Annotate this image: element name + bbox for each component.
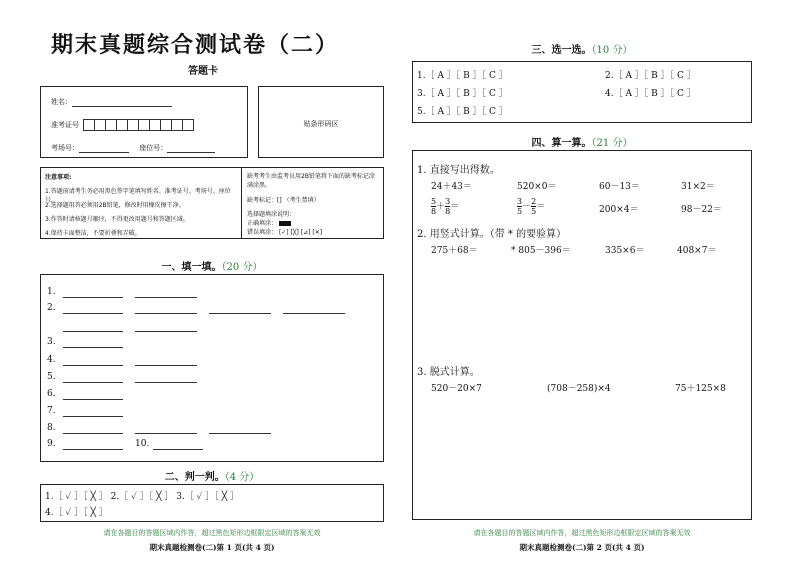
- seat-label: 座位号：: [139, 144, 168, 152]
- answer-blank[interactable]: [63, 365, 123, 366]
- section4-heading: 四、算一算。: [531, 138, 592, 149]
- calc-item: 24＋43＝: [431, 182, 472, 192]
- wrong-fill-label: 错误填涂：: [247, 229, 278, 236]
- q-number: 7.: [47, 406, 56, 416]
- q1-label: 1. 直接写出得数。: [417, 165, 500, 176]
- q-number: 6.: [47, 389, 56, 399]
- section1-points: （20 分）: [221, 262, 263, 273]
- calc-item: 520×0＝: [517, 182, 557, 192]
- fraction-numerator: 2: [531, 197, 537, 206]
- answer-blank[interactable]: [135, 365, 197, 366]
- q-number: 2.: [47, 303, 56, 313]
- footer-page-right: 期末真题检测卷(二)第 2 页(共 4 页): [519, 543, 645, 552]
- notes-heading: 注意事项:: [45, 174, 72, 181]
- answer-blank[interactable]: [209, 313, 271, 314]
- calc-item: 75＋125×8: [675, 384, 726, 394]
- ticket-label: 准考证号: [51, 121, 79, 129]
- notes-divider: [241, 168, 242, 238]
- section1-answer-box: [40, 274, 384, 462]
- footer-page-left: 期末真题检测卷(二)第 1 页(共 4 页): [149, 543, 275, 552]
- fraction-numerator: 3: [517, 197, 523, 206]
- calc-item: * 805－396＝: [511, 246, 571, 256]
- wrong-fill-marks: [✓] [╳] [⊿] [✕]: [278, 229, 323, 236]
- q-number: 1.: [47, 287, 56, 297]
- answer-blank[interactable]: [63, 449, 123, 450]
- choice-options[interactable]: 4.［ A ］［ B ］［ C ］: [605, 89, 696, 99]
- fraction-denominator: 8: [445, 207, 451, 216]
- answer-blank[interactable]: [135, 433, 197, 434]
- operator: ＋: [436, 202, 446, 212]
- q-number: 9.: [47, 439, 56, 449]
- q-number: 3.: [47, 337, 56, 347]
- calc-item: (708－258)×4: [547, 384, 611, 394]
- section3-answer-box: [412, 61, 752, 123]
- answer-blank[interactable]: [63, 382, 123, 383]
- calc-item: 408×7＝: [677, 246, 717, 256]
- note-item: 4.保持卡面整洁，不要折叠和弄破。: [45, 230, 141, 237]
- section3-points: （10 分）: [591, 45, 633, 56]
- room-field[interactable]: [79, 152, 129, 153]
- calc-item: 335×6＝: [605, 246, 645, 256]
- room-label: 考场号：: [51, 144, 79, 152]
- fraction-denominator: 8: [431, 207, 437, 216]
- q-number: 10.: [135, 439, 150, 449]
- section3-heading: 三、选一选。: [531, 45, 592, 56]
- equals: ＝: [536, 202, 546, 212]
- footer-warning-left: 请在各题目的答题区域内作答，超过黑色矩形边框限定区域的答案无效: [103, 529, 321, 537]
- fraction-numerator: 5: [431, 197, 437, 206]
- calc-item: 60－13＝: [599, 182, 640, 192]
- choice-options[interactable]: 5.［ A ］［ B ］［ C ］: [417, 107, 508, 117]
- answer-blank[interactable]: [135, 331, 197, 332]
- calc-item: 98－22＝: [681, 205, 722, 215]
- answer-blank[interactable]: [283, 313, 345, 314]
- choice-options[interactable]: 3.［ A ］［ B ］［ C ］: [417, 89, 508, 99]
- fill-example-heading: 选择题填涂说明：: [247, 211, 296, 218]
- name-field[interactable]: [72, 106, 172, 107]
- operator: －: [522, 202, 532, 212]
- absent-instruction: 缺考考生由监考员用2B铅笔将下面的缺考标记涂满涂黑。: [247, 173, 375, 189]
- judge-options-row2[interactable]: 4.［ ✓ ］［ ╳ ］: [45, 508, 108, 518]
- fraction-numerator: 3: [445, 197, 451, 206]
- fraction-calc-item: [431, 197, 459, 216]
- answer-blank[interactable]: [63, 399, 123, 400]
- note-item: 1.答题前请考生务必用黑色签字笔填写姓名、准考证号、考场号、座位号。: [45, 188, 231, 204]
- name-label: 姓名：: [51, 98, 72, 106]
- section4-points: （21 分）: [591, 138, 633, 149]
- answer-blank[interactable]: [135, 297, 197, 298]
- note-item: 2.选择题用答必须用2B铅笔，修改时用橡皮擦干净。: [45, 202, 185, 209]
- section4-answer-box: [412, 150, 752, 520]
- footer-warning-right: 请在各题目的答题区域内作答，超过黑色矩形边框限定区域的答案无效: [473, 529, 691, 537]
- barcode-area: [258, 86, 384, 158]
- answer-blank[interactable]: [63, 416, 123, 417]
- fraction-denominator: 5: [517, 207, 523, 216]
- fraction-calc-item: [517, 197, 545, 216]
- answer-blank[interactable]: [63, 433, 123, 434]
- answer-blank[interactable]: [209, 433, 271, 434]
- calc-item: 200×4＝: [599, 205, 639, 215]
- absent-mark-note[interactable]: ] （考生禁填）: [279, 197, 320, 204]
- judge-options-row1[interactable]: 1.［ ✓ ］［ ╳ ］ 2.［ ✓ ］［ ╳ ］ 3.［ ✓ ］［ ╳ ］: [45, 492, 239, 502]
- calc-item: 520－20×7: [431, 384, 482, 394]
- exam-title: 期末真题综合测试卷（二）: [50, 32, 339, 58]
- q2-label: 2. 用竖式计算。（带 * 的要验算）: [417, 229, 567, 240]
- answer-blank[interactable]: [135, 382, 197, 383]
- answer-blank[interactable]: [135, 313, 197, 314]
- q-number: 4.: [47, 355, 56, 365]
- barcode-label: 贴条形码区: [303, 120, 339, 128]
- section1-heading: 一、填一填。: [161, 262, 222, 273]
- q3-label: 3. 脱式计算。: [417, 367, 480, 378]
- answer-blank[interactable]: [63, 313, 123, 314]
- section2-answer-box: [40, 484, 384, 522]
- correct-fill-mark: [279, 221, 291, 226]
- absent-mark-label: 缺考标记：[: [247, 197, 280, 204]
- seat-field[interactable]: [167, 152, 215, 153]
- choice-options[interactable]: 2.［ A ］［ B ］［ C ］: [605, 71, 696, 81]
- student-info-box: [40, 86, 248, 158]
- section2-points: （4 分）: [224, 472, 260, 483]
- fraction-denominator: 5: [531, 207, 537, 216]
- answer-blank[interactable]: [63, 331, 123, 332]
- calc-item: 275＋68＝: [431, 246, 478, 256]
- answer-blank[interactable]: [63, 297, 123, 298]
- answer-blank[interactable]: [63, 347, 123, 348]
- q-number: 8.: [47, 423, 56, 433]
- q-number: 5.: [47, 372, 56, 382]
- calc-item: 31×2＝: [681, 182, 715, 192]
- notes-box: [40, 167, 384, 239]
- equals: ＝: [450, 202, 460, 212]
- answer-blank[interactable]: [153, 449, 203, 450]
- note-item: 3.作答时请核题号顺序，不得更改用题号和答题区域。: [45, 216, 189, 223]
- choice-options[interactable]: 1.［ A ］［ B ］［ C ］: [417, 71, 508, 81]
- correct-fill-label: 正确填涂：: [247, 220, 278, 227]
- section2-heading: 二、判一判。: [164, 472, 225, 483]
- ticket-number-boxes[interactable]: [83, 121, 193, 129]
- answer-card-label: 答题卡: [188, 66, 218, 77]
